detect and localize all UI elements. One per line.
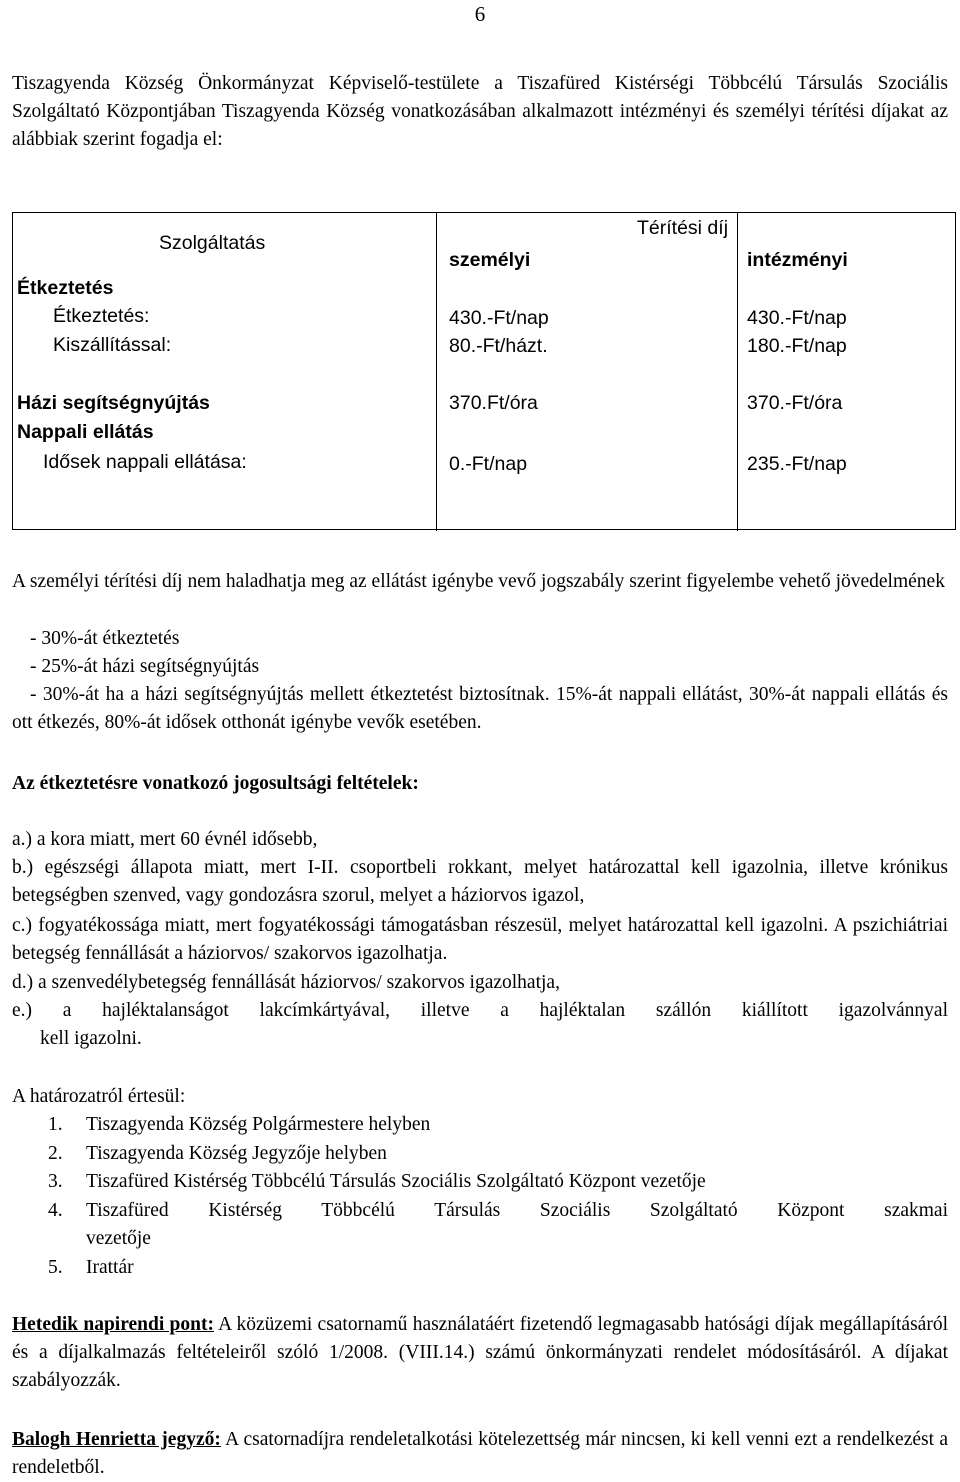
eligibility-e-cont: kell igazolni. (40, 1028, 142, 1049)
eligibility-c: c.) fogyatékossága miatt, mert fogyatékossági támogatásban részesül, melyet határozattal kell igazolni. A pszichiátriai betegség fennállását a háziorvos/ szakorvos igazolhatja. (12, 915, 948, 964)
row-delivery-inst: 180.-Ft/nap (747, 335, 847, 357)
eligibility-d: d.) a szenvedélybetegség fennállását háziorvos/ szakorvos igazolhatja, (12, 972, 560, 993)
eligibility-a: a.) a kora miatt, mert 60 évnél idősebb, (12, 829, 318, 850)
eligibility-e: e.) a hajléktalanságot lakcímkártyával, illetve a hajléktalan szállón kiállított igazolvánnyal (12, 1000, 948, 1021)
row-meals-heading: Étkeztetés (17, 277, 114, 299)
eligibility-heading: Az étkeztetésre vonatkozó jogosultsági feltételek: (12, 773, 419, 794)
notify-num-4: 4. (48, 1200, 63, 1221)
row-home-inst: 370.-Ft/óra (747, 392, 843, 414)
notify-item-2: Tiszagyenda Község Jegyzője helyben (86, 1143, 387, 1164)
notify-num-2: 2. (48, 1143, 63, 1164)
header-service: Szolgáltatás (159, 232, 266, 254)
row-meals-inst: 430.-Ft/nap (747, 307, 847, 329)
intro-paragraph: Tiszagyenda Község Önkormányzat Képviselő-testülete a Tiszafüred Kistérségi Többcélú Társulás Szociális Szolgáltató Központjában Tiszagyenda Község vonatkozásában alkalmazott intézményi és személyi térítési díjakat az alábbiak szerint fogadja el: (12, 73, 948, 150)
notify-item-1: Tiszagyenda Község Polgármestere helyben (86, 1114, 431, 1135)
row-meals-personal: 430.-Ft/nap (449, 307, 549, 329)
table-divider-2 (737, 213, 738, 531)
agenda-label: Hetedik napirendi pont: (12, 1314, 214, 1335)
header-personal: személyi (449, 249, 531, 271)
agenda-paragraph (12, 1311, 948, 1395)
notify-heading: A határozatról értesül: (12, 1086, 186, 1107)
notify-num-1: 1. (48, 1114, 63, 1135)
notary-text: A csatornadíjra rendeletalkotási kötelezettség már nincsen, ki kell venni ezt a rendelkezést a rendeletből. (12, 1429, 948, 1478)
header-institutional: intézményi (747, 249, 848, 271)
notify-item-3: Tiszafüred Kistérség Többcélú Társulás Szociális Szolgáltató Központ vezetője (86, 1171, 706, 1192)
row-elderly-inst: 235.-Ft/nap (747, 453, 847, 475)
notary-label: Balogh Henrietta jegyző: (12, 1429, 221, 1450)
agenda-text: A közüzemi csatornamű használatáért fizetendő legmagasabb hatósági díjak megállapításáról és a díjalkalmazás feltételeiről szóló 1/2008. (VIII.14.) számú önkormányzati rendelet módosításáról. A díjakat szabályozzák. (12, 1314, 948, 1391)
row-home-help: Házi segítségnyújtás (17, 392, 210, 414)
header-fee: Térítési díj (637, 217, 729, 239)
notary-paragraph (12, 1426, 948, 1482)
row-home-personal: 370.Ft/óra (449, 392, 538, 414)
row-delivery-label: Kiszállítással: (53, 334, 172, 356)
notify-item-5: Irattár (86, 1257, 134, 1278)
fee-table (12, 212, 956, 530)
limits-item-2: - 25%-át házi segítségnyújtás (30, 656, 260, 677)
notify-item-4: Tiszafüred Kistérség Többcélú Társulás Szociális Szolgáltató Központ szakmai (86, 1200, 948, 1221)
row-meals-label: Étkeztetés: (53, 305, 150, 327)
limits-item-1: - 30%-át étkeztetés (30, 628, 180, 649)
eligibility-b: b.) egészségi állapota miatt, mert I-II. csoportbeli rokkant, melyet határozattal kell igazolnia, illetve krónikus betegségben szenved, vagy gondozásra szorul, melyet a háziorvos igazol, (12, 857, 948, 906)
notify-num-5: 5. (48, 1257, 63, 1278)
row-day-care: Nappali ellátás (17, 421, 154, 443)
notify-item-4-cont: vezetője (86, 1228, 151, 1249)
table-divider-1 (436, 213, 437, 531)
row-elderly-label: Idősek nappali ellátása: (43, 451, 247, 473)
limits-item-3: - 30%-át ha a házi segítségnyújtás mellett étkeztetést biztosítnak. 15%-át nappali ellátást, 30%-át nappali ellátás és ott étkezés, 80%-át idősek otthonát igénybe vevők esetében. (12, 684, 948, 733)
row-elderly-personal: 0.-Ft/nap (449, 453, 528, 475)
row-delivery-personal: 80.-Ft/házt. (449, 335, 548, 357)
notify-num-3: 3. (48, 1171, 63, 1192)
page-number: 6 (474, 2, 486, 26)
limits-intro: A személyi térítési díj nem haladhatja meg az ellátást igénybe vevő jogszabály szerint figyelembe vehető jövedelmének (12, 571, 945, 592)
